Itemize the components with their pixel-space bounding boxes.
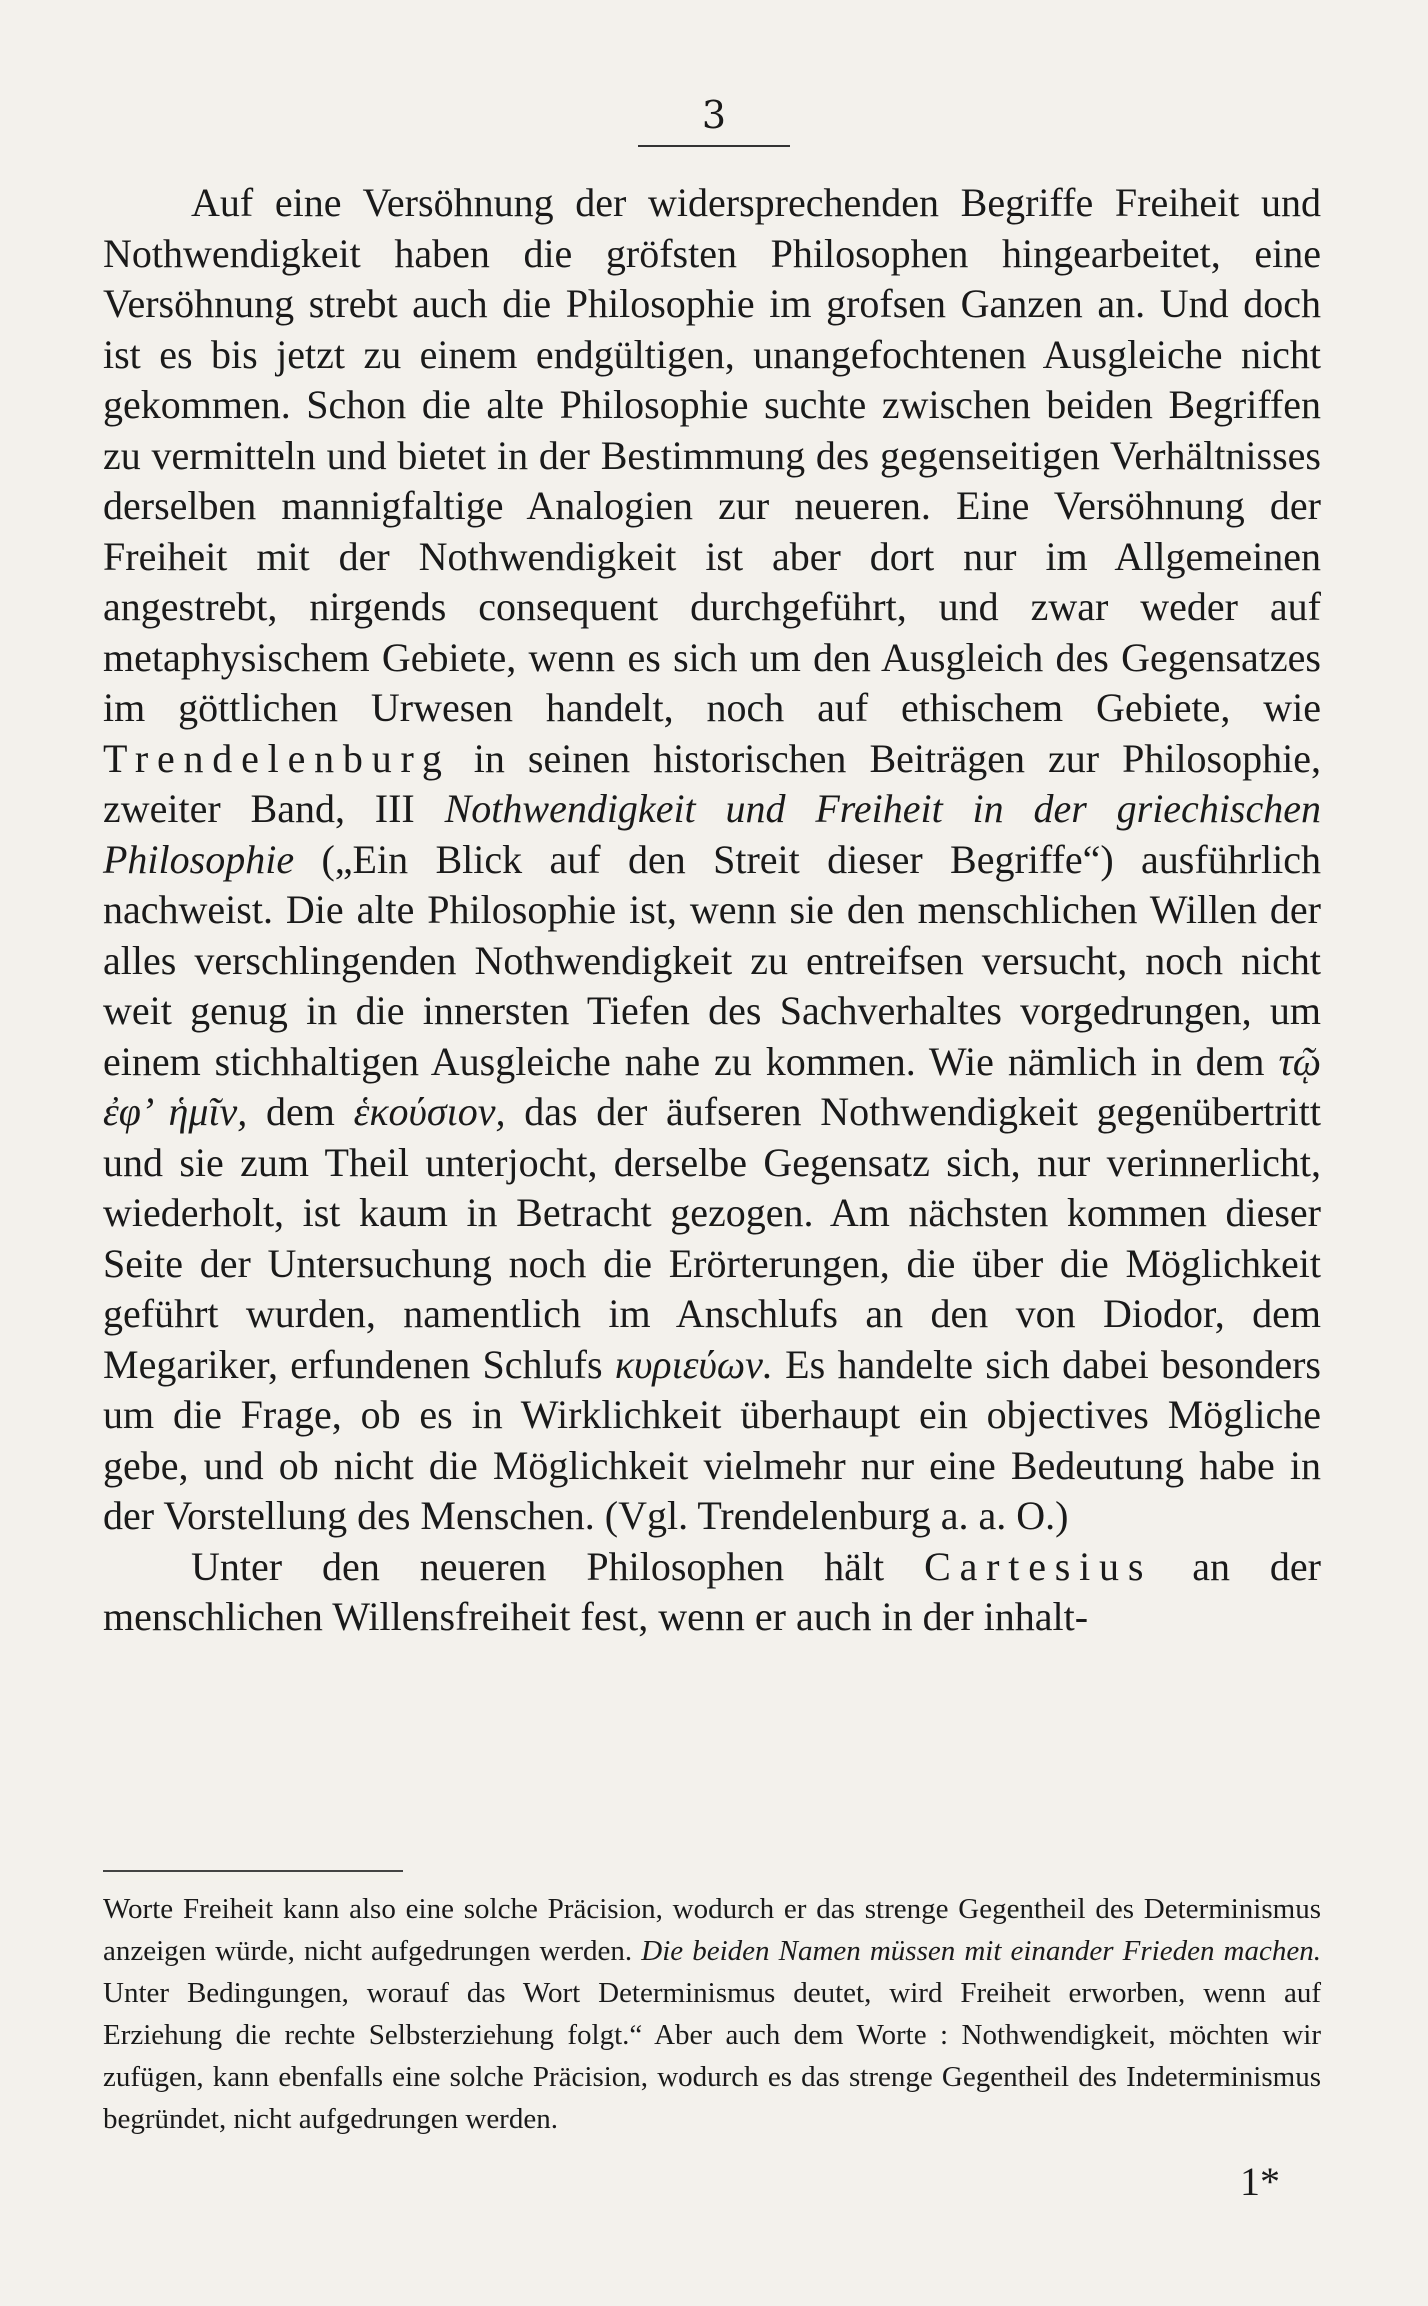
footnote-emphasis: Die beiden Namen müssen mit einander Frieden machen. bbox=[641, 1935, 1321, 1967]
p1-text-2: in seinen historischen Beiträgen zur Philosophie, zweiter Band, III bbox=[103, 735, 1321, 831]
p1-text-3: („Ein Blick auf den Streit dieser Begriffe“) ausführlich nachweist. Die alte Philosophie ist, wenn sie den menschlichen Willen der alles verschlingenden Nothwendigkeit zu entreifsen versucht, noch nicht weit genug in die innersten Tiefen des Sachverhaltes vorgedrungen, um einem stichhaltigen Ausgleiche nahe zu kommen. Wie nämlich in dem bbox=[103, 836, 1321, 1084]
footnote-text-1: Worte Freiheit kann also eine solche Präcision, wodurch er das strenge Gegentheil des Determinismus anzeigen würde, nicht aufgedrungen werden. bbox=[103, 1893, 1321, 1967]
p1-text-6: Es handelte sich dabei besonders um die Frage, ob es in Wirklichkeit überhaupt ein objectives Mögliche gebe, und ob nicht die Möglichkeit vielmehr nur eine Bedeutung habe in der Vorstellung des Menschen. (Vgl. Trendelenburg a. a. O.) bbox=[103, 1341, 1321, 1538]
p1-text-4: dem bbox=[247, 1089, 354, 1134]
greek-term-1: τῷ ἐφ’ ἡμῖν, bbox=[103, 1038, 1321, 1134]
greek-term-3: κυριεύων. bbox=[614, 1341, 773, 1387]
greek-term-2: ἑκούσιον, bbox=[353, 1089, 506, 1134]
header-rule bbox=[638, 145, 790, 147]
p2-text-1: Unter den neueren Philosophen hält bbox=[191, 1543, 925, 1589]
author-trendelenburg: Trendelenburg bbox=[103, 735, 451, 781]
footnote-rule bbox=[103, 1870, 403, 1872]
paragraph-2 bbox=[103, 1542, 1321, 1643]
main-text bbox=[103, 178, 1321, 1643]
footnote bbox=[103, 1888, 1321, 2140]
p2-text-2: an der menschlichen Willensfreiheit fest, wenn er auch in der inhalt- bbox=[103, 1543, 1322, 1639]
page-number: 3 bbox=[701, 93, 727, 137]
p1-text-5: das der äufseren Nothwendigkeit gegenübertritt und sie zum Theil unterjocht, derselbe Gegensatz sich, nur verinnerlicht, wiederholt, ist kaum in Betracht gezogen. Am nächsten kommen dieser Seite der Untersuchung noch die Erörterungen, die über die Möglichkeit geführt wurden, namentlich im Anschlufs an den von Diodor, dem Megariker, erfundenen Schlufs bbox=[103, 1089, 1321, 1387]
paragraph-1 bbox=[103, 178, 1321, 1542]
signature-mark: 1* bbox=[1240, 2159, 1280, 2204]
footnote-text-2: Unter Bedingungen, worauf das Wort Determinismus deutet, wird Freiheit erworben, wenn auf Erziehung die rechte Selbsterziehung folgt.“ Aber auch dem Worte : Nothwendigkeit, möchten wir zufügen, kann ebenfalls eine solche Präcision, wodurch es das strenge Gegentheil des Indeterminismus begründet, nicht aufgedrungen werden. bbox=[103, 1977, 1321, 2135]
book-title: Nothwendigkeit und Freiheit in der griechischen Philosophie bbox=[103, 786, 1321, 882]
p1-text-1: Auf eine Versöhnung der widersprechenden Begriffe Freiheit und Nothwendigkeit haben die gröfsten Philosophen hingearbeitet, eine Versöhnung strebt auch die Philosophie im grofsen Ganzen an. Und doch ist es bis jetzt zu einem endgültigen, unangefochtenen Ausgleiche nicht gekommen. Schon die alte Philosophie suchte zwischen beiden Begriffen zu vermitteln und bietet in der Bestimmung des gegenseitigen Verhältnisses derselben mannigfaltige Analogien zur neueren. Eine Versöhnung der Freiheit mit der Nothwendigkeit ist aber dort nur im Allgemeinen angestrebt, nirgends consequent durchgeführt, und zwar weder auf metaphysischem Gebiete, wenn es sich um den Ausgleich des Gegensatzes im göttlichen Urwesen handelt, noch auf ethischem Gebiete, wie bbox=[103, 180, 1321, 730]
author-cartesius: Cartesius bbox=[924, 1543, 1153, 1589]
